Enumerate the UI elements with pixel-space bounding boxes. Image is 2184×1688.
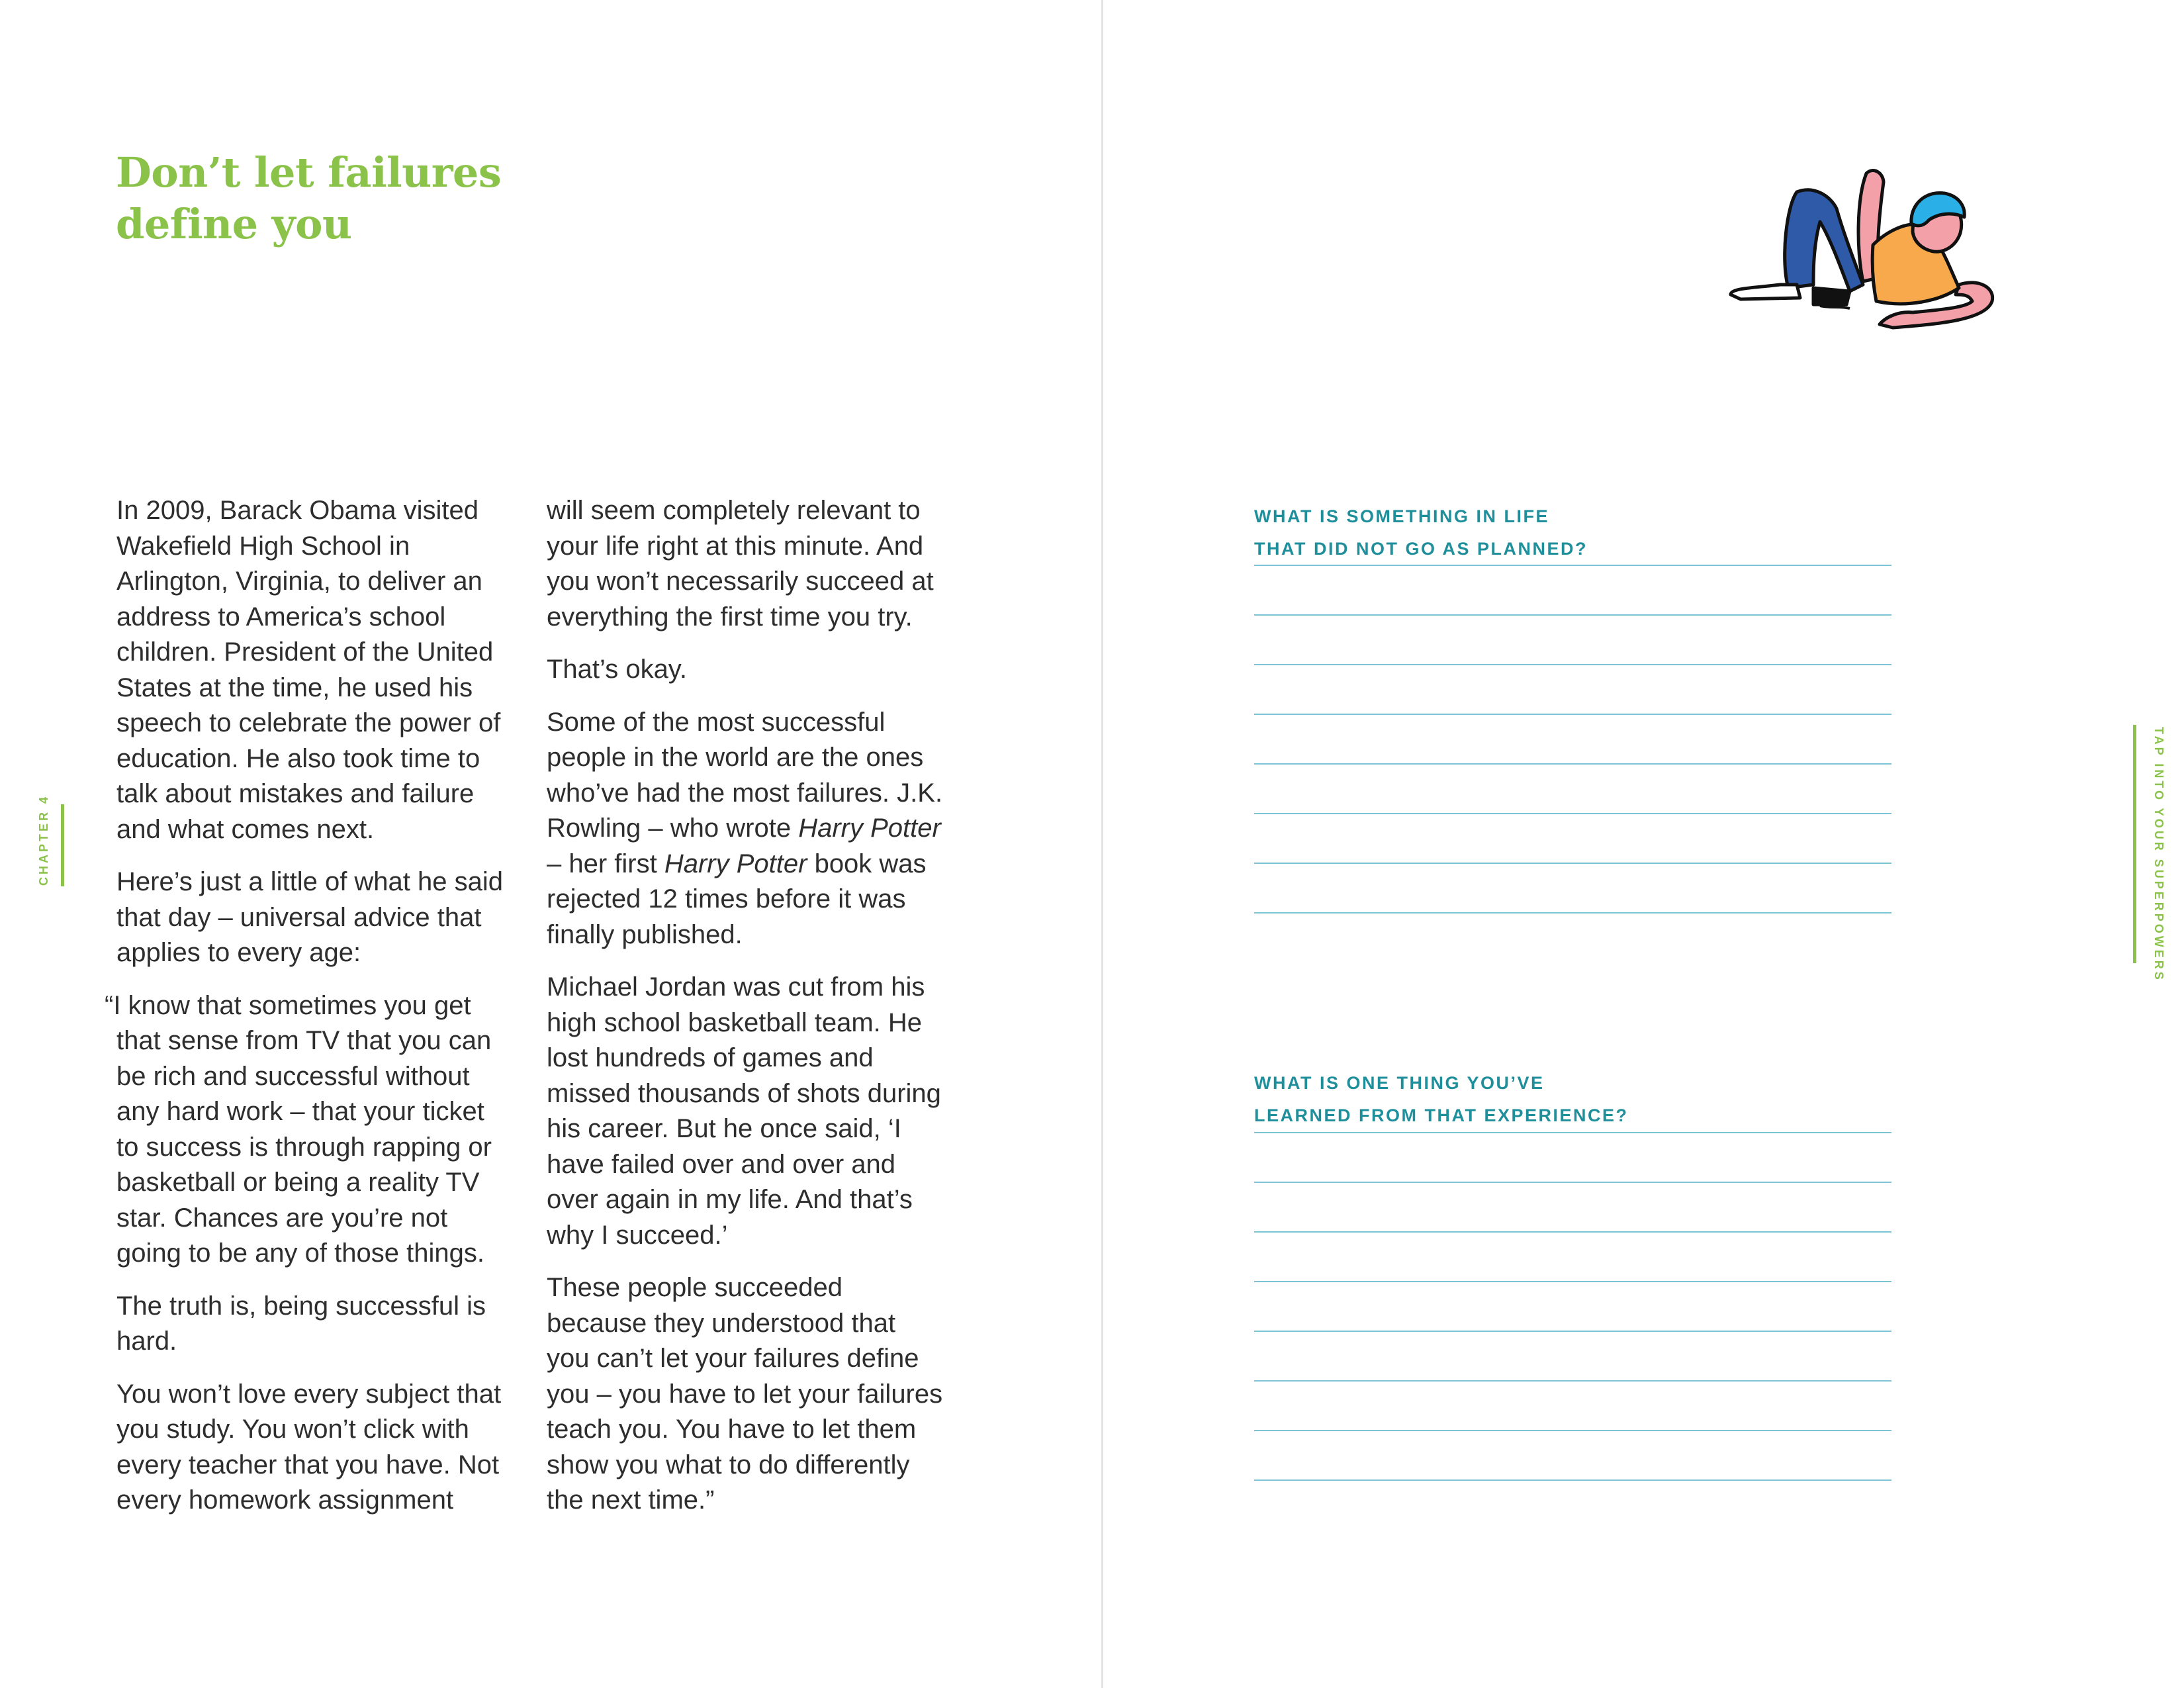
writing-line[interactable] (1254, 714, 1891, 715)
paragraph: In 2009, Barack Obama visited Wakefield High School in Arlington, Virginia, to deliver an address to America’s school children. President of the United States at the time, he used his speech to celebrate the power of education. He also took time to talk about mistakes and failure and what comes next. (116, 496, 501, 844)
prompt-line: THAT DID NOT GO AS PLANNED? (1254, 539, 1588, 559)
title-line-2: define you (116, 200, 352, 248)
writing-line[interactable] (1254, 912, 1891, 914)
paragraph (547, 705, 944, 953)
figure-shoe (1731, 285, 1850, 305)
writing-line[interactable] (1254, 1182, 1891, 1183)
writing-line[interactable] (1254, 565, 1891, 566)
prompt-line: LEARNED FROM THAT EXPERIENCE? (1254, 1105, 1629, 1125)
person-lying-down-illustration (1714, 159, 2019, 357)
paragraph: Michael Jordan was cut from his high school basketball team. He lost hundreds of games and missed thousands of shots during his career. But he once said, ‘I have failed over and over and over again in my life. And that’s why I succeed.’ (547, 972, 941, 1250)
prompt-line: WHAT IS SOMETHING IN LIFE (1254, 506, 1549, 526)
text-run: book was rejected 12 times before it was finally published. (547, 849, 927, 949)
book-title: Harry Potter (664, 849, 807, 878)
text-column-2 (547, 493, 944, 1536)
paragraph: The truth is, being successful is hard. (116, 1291, 486, 1356)
page-title (116, 147, 501, 250)
paragraph: These people succeeded because they understood that you can’t let your failures define you – you have to let your failures teach you. You have to let them show you what to do differently the next time.” (547, 1273, 943, 1515)
writing-line[interactable] (1254, 1479, 1891, 1481)
writing-line[interactable] (1254, 1430, 1891, 1431)
title-line-1: Don’t let failures (116, 148, 502, 197)
ground-line (1820, 306, 1850, 308)
quote-paragraph: “I know that sometimes you get that sense from TV that you can be rich and successful without any hard work – that your ticket to success is through rapping or basketball or being a reality TV star. Chances are you’re not going to be any of those things. (105, 990, 492, 1268)
writing-line[interactable] (1254, 1132, 1891, 1133)
answer-area-1[interactable] (1254, 565, 1891, 962)
prompt-question-2 (1254, 1067, 1903, 1132)
text-run: Some of the most successful people in the world are the ones who’ve had the most failures. J.K. Rowling – who wrote (547, 707, 943, 843)
figure-head (1911, 193, 1964, 252)
writing-line[interactable] (1254, 664, 1891, 665)
writing-line[interactable] (1254, 763, 1891, 765)
text-column-1 (105, 493, 514, 1536)
writing-line[interactable] (1254, 813, 1891, 814)
prompt-question-1 (1254, 500, 1903, 565)
writing-line[interactable] (1254, 1231, 1891, 1233)
paragraph: That’s okay. (547, 655, 687, 684)
writing-line[interactable] (1254, 1281, 1891, 1282)
writing-line[interactable] (1254, 614, 1891, 616)
section-marker-rule (2133, 725, 2136, 963)
paragraph: will seem completely relevant to your life right at this minute. And you won’t necessarily succeed at everything the first time you try. (547, 496, 934, 632)
section-label: TAP INTO YOUR SUPERPOWERS (2152, 727, 2165, 982)
paragraph: You won’t love every subject that you study. You won’t click with every teacher that you have. Not every homework assignment (116, 1379, 502, 1515)
writing-line[interactable] (1254, 1380, 1891, 1382)
answer-area-2[interactable] (1254, 1132, 1891, 1529)
writing-line[interactable] (1254, 863, 1891, 864)
text-run: – her first (547, 849, 664, 878)
prompt-line: WHAT IS ONE THING YOU’VE (1254, 1073, 1545, 1093)
figure-leg-blue (1785, 190, 1863, 291)
paragraph: Here’s just a little of what he said that day – universal advice that applies to every age: (116, 867, 504, 967)
chapter-marker-rule (61, 804, 64, 886)
book-title: Harry Potter (798, 814, 941, 843)
chapter-label: CHAPTER 4 (37, 794, 50, 886)
writing-line[interactable] (1254, 1331, 1891, 1332)
